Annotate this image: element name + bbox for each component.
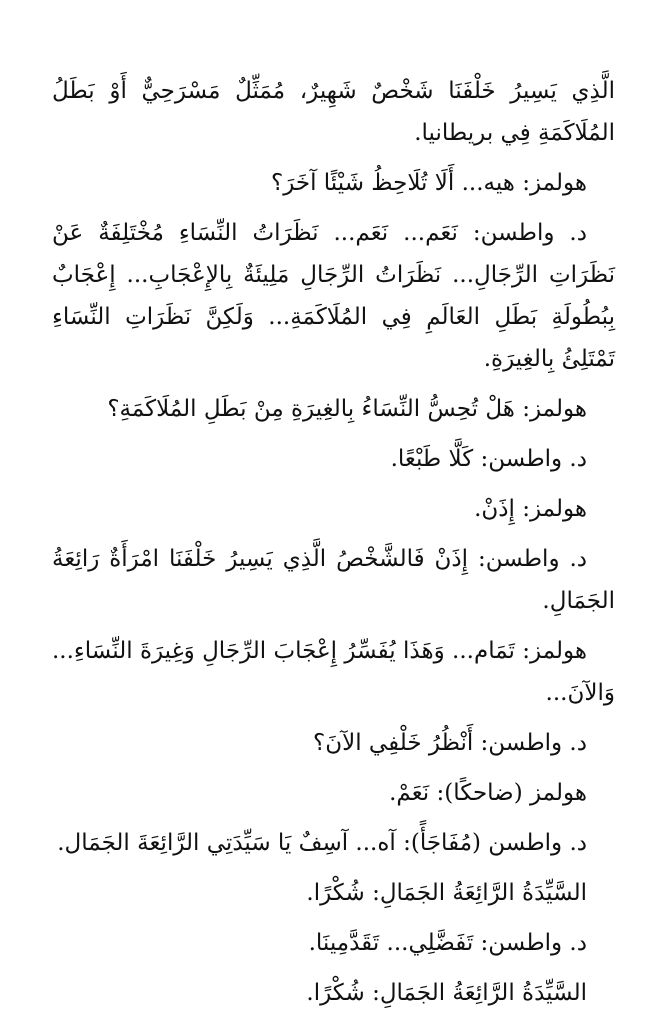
speech-text: أَنْظُرُ خَلْفِي الآنَ؟	[313, 730, 474, 756]
speaker-name: د. واطسن:	[480, 730, 587, 756]
dialogue-line	[52, 872, 615, 914]
speech-text: نَعَمْ.	[389, 780, 430, 806]
speech-text: نَعَم... نَعَم... نَظَرَاتُ النِّسَاءِ مُخْتَلِفَةٌ عَنْ نَظَرَاتِ الرِّجَالِ... نَظَرَاتُ الرِّجَالِ مَلِيئَةٌ بِالإِعْجَابِ... إِعْجَابٌ بِبُطُولَةِ بَطَلِ العَالَمِ فِي المُلَاكَمَةِ... وَلَكِنَّ نَظَرَاتِ النِّسَاءِ تَمْتَلِئُ بِالغِيرَةِ.	[52, 220, 615, 372]
speaker-name: السَّيِّدَةُ الرَّائِعَةُ الجَمَالِ:	[372, 980, 587, 1006]
speaker-name: د. واطسن (مُفَاجَأً):	[403, 830, 587, 856]
dialogue-line	[52, 722, 615, 764]
speech-text: هَلْ تُحِسُّ النِّسَاءُ بِالغِيرَةِ مِنْ بَطَلِ المُلَاكَمَةِ؟	[107, 396, 515, 422]
dialogue-line	[52, 538, 615, 622]
dialogue-line	[52, 772, 615, 814]
dialogue-line	[52, 972, 615, 1014]
speech-text: تَمَام... وَهَذَا يُفَسِّرُ إِعْجَابَ الرِّجَالِ وَغِيرَةَ النِّسَاءِ... وَالآنَ...	[52, 638, 615, 706]
speaker-name: هولمز:	[522, 396, 587, 422]
speaker-name: هولمز:	[522, 170, 587, 196]
dialogue-line	[52, 922, 615, 964]
speech-text: إِذَنْ فَالشَّخْصُ الَّذِي يَسِيرُ خَلْفَنَا امْرَأَةٌ رَائِعَةُ الجَمَالِ.	[52, 546, 615, 614]
speech-text: شُكْرًا.	[306, 980, 365, 1006]
speaker-name: هولمز:	[522, 638, 588, 664]
speaker-name: د. واطسن:	[480, 930, 587, 956]
speech-text: تَفَضَّلِي... تَقَدَّمِينَا.	[308, 930, 474, 956]
dialogue-line	[52, 212, 615, 380]
dialogue-line	[52, 822, 615, 864]
dialogue-line	[52, 438, 615, 480]
speech-text: آه... آسِفٌ يَا سَيِّدَتِي الرَّائِعَةَ الجَمَال.	[57, 830, 396, 856]
speech-text: شُكْرًا.	[306, 880, 365, 906]
speaker-name: د. واطسن:	[480, 446, 587, 472]
speaker-name: هولمز (ضاحكًا):	[436, 780, 587, 806]
paragraph	[52, 70, 615, 154]
dialogue-line	[52, 162, 615, 204]
speech-text: هيه... أَلَا تُلَاحِظُ شَيْئًا آخَرَ؟	[270, 170, 515, 196]
speech-text: إِذَنْ.	[474, 496, 515, 522]
paragraph-text: الَّذِي يَسِيرُ خَلْفَنَا شَخْصٌ شَهِيرٌ، مُمَثِّلٌ مَسْرَحِيٌّ أَوْ بَطَلُ المُلَاكَمَةِ فِي بريطانيا.	[52, 78, 615, 146]
dialogue-line	[52, 488, 615, 530]
dialogue-line	[52, 388, 615, 430]
speaker-name: د. واطسن:	[477, 546, 587, 572]
speaker-name: د. واطسن:	[472, 220, 587, 246]
speech-text: كَلَّا طَبْعًا.	[390, 446, 474, 472]
dialogue-line	[52, 630, 615, 714]
speaker-name: هولمز:	[522, 496, 587, 522]
speaker-name: السَّيِّدَةُ الرَّائِعَةُ الجَمَالِ:	[372, 880, 587, 906]
